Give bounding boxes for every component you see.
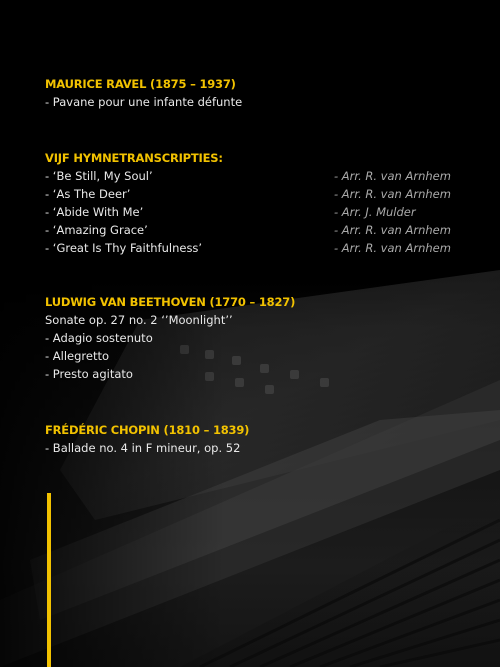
- hymn-title: - ‘As The Deer’: [45, 187, 131, 201]
- piece-item: - Ballade no. 4 in F mineur, op. 52: [45, 441, 241, 455]
- piece-title: Sonate op. 27 no. 2 ‘’Moonlight’’: [45, 313, 233, 327]
- movement-item: - Presto agitato: [45, 367, 133, 381]
- hymn-title: - ‘Great Is Thy Faithfulness’: [45, 241, 203, 255]
- hymn-arranger: - Arr. R. van Arnhem: [334, 169, 451, 183]
- movement-item: - Allegretto: [45, 349, 110, 363]
- hymn-arranger: - Arr. R. van Arnhem: [334, 241, 451, 255]
- piece-item: - Pavane pour une infante défunte: [45, 95, 243, 109]
- yellow-accent-bar: [47, 493, 51, 667]
- hymn-title: - ‘Abide With Me’: [45, 205, 144, 219]
- hymn-section-heading: VIJF HYMNETRANSCRIPTIES:: [45, 151, 223, 165]
- composer-heading-chopin: FRÉDÉRIC CHOPIN (1810 – 1839): [45, 423, 250, 437]
- hymn-arranger: - Arr. J. Mulder: [334, 205, 416, 219]
- movement-item: - Adagio sostenuto: [45, 331, 153, 345]
- composer-heading-ravel: MAURICE RAVEL (1875 – 1937): [45, 77, 236, 91]
- hymn-title: - ‘Amazing Grace’: [45, 223, 148, 237]
- hymn-arranger: - Arr. R. van Arnhem: [334, 223, 451, 237]
- hymn-title: - ‘Be Still, My Soul’: [45, 169, 153, 183]
- composer-heading-beethoven: LUDWIG VAN BEETHOVEN (1770 – 1827): [45, 295, 296, 309]
- hymn-arranger: - Arr. R. van Arnhem: [334, 187, 451, 201]
